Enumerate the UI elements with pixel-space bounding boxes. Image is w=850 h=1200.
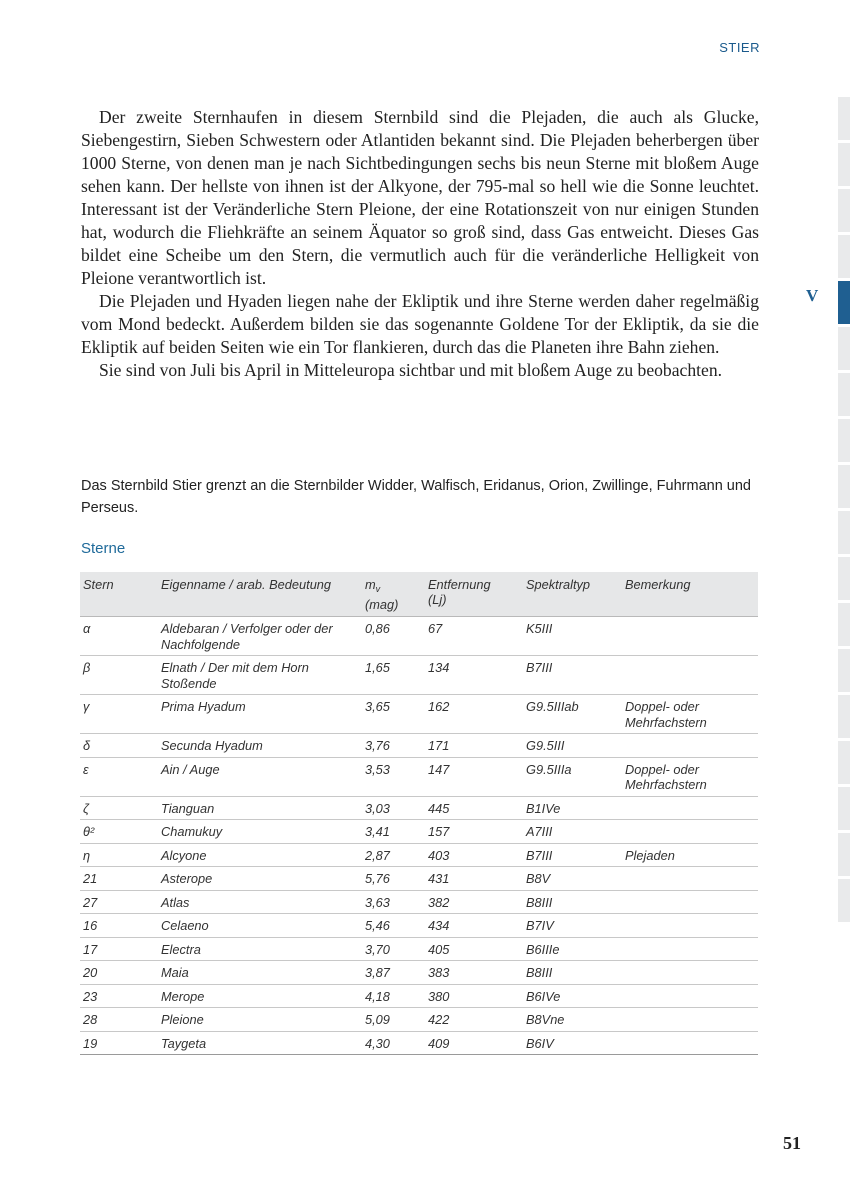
- chapter-tab-strip: [838, 97, 850, 925]
- table-row: [80, 695, 758, 734]
- cell-name: Electra: [158, 937, 362, 961]
- chapter-tab: [838, 465, 850, 508]
- cell-remark: [622, 820, 758, 844]
- cell-name: Atlas: [158, 890, 362, 914]
- col-header-magnitude: [362, 572, 425, 617]
- cell-stern: θ²: [80, 820, 158, 844]
- cell-remark: [622, 890, 758, 914]
- cell-spectral: B7IV: [523, 914, 622, 938]
- cell-remark: [622, 734, 758, 758]
- cell-name: Aldebaran / Verfolger oder der Nachfolgende: [158, 617, 362, 656]
- chapter-tab: [838, 649, 850, 692]
- cell-distance: 445: [425, 796, 523, 820]
- cell-distance: 134: [425, 656, 523, 695]
- stars-table: [80, 572, 758, 1055]
- table-row: [80, 984, 758, 1008]
- chapter-tab: [838, 189, 850, 232]
- cell-name: Asterope: [158, 867, 362, 891]
- col-header-distance: [425, 572, 523, 617]
- cell-magnitude: 5,76: [362, 867, 425, 891]
- distance-unit: (Lj): [428, 592, 447, 607]
- col-header-stern: Stern: [80, 572, 158, 617]
- cell-stern: 23: [80, 984, 158, 1008]
- mag-unit: (mag): [365, 597, 399, 612]
- cell-name: Secunda Hyadum: [158, 734, 362, 758]
- chapter-tab: [838, 419, 850, 462]
- cell-spectral: B6IIIe: [523, 937, 622, 961]
- chapter-tab: [838, 373, 850, 416]
- cell-remark: [622, 1008, 758, 1032]
- table-row: [80, 820, 758, 844]
- cell-name: Ain / Auge: [158, 757, 362, 796]
- distance-label: Entfernung: [428, 577, 491, 592]
- cell-distance: 380: [425, 984, 523, 1008]
- cell-distance: 409: [425, 1031, 523, 1055]
- chapter-tab: [838, 235, 850, 278]
- cell-spectral: B8V: [523, 867, 622, 891]
- section-heading: Sterne: [81, 540, 126, 557]
- cell-distance: 434: [425, 914, 523, 938]
- cell-name: Chamukuy: [158, 820, 362, 844]
- cell-remark: [622, 937, 758, 961]
- table-row: [80, 961, 758, 985]
- table-row: [80, 617, 758, 656]
- chapter-tab: [838, 695, 850, 738]
- cell-stern: 28: [80, 1008, 158, 1032]
- cell-remark: [622, 961, 758, 985]
- cell-remark: [622, 914, 758, 938]
- chapter-tab: [838, 557, 850, 600]
- table-row: [80, 914, 758, 938]
- cell-spectral: B8III: [523, 961, 622, 985]
- cell-magnitude: 2,87: [362, 843, 425, 867]
- cell-spectral: B6IVe: [523, 984, 622, 1008]
- body-text: [81, 106, 759, 382]
- cell-distance: 162: [425, 695, 523, 734]
- cell-magnitude: 1,65: [362, 656, 425, 695]
- chapter-tab: [838, 603, 850, 646]
- cell-remark: [622, 617, 758, 656]
- cell-distance: 157: [425, 820, 523, 844]
- cell-stern: ε: [80, 757, 158, 796]
- cell-magnitude: 3,65: [362, 695, 425, 734]
- cell-distance: 431: [425, 867, 523, 891]
- cell-name: Pleione: [158, 1008, 362, 1032]
- cell-magnitude: 3,53: [362, 757, 425, 796]
- cell-name: Taygeta: [158, 1031, 362, 1055]
- cell-stern: 21: [80, 867, 158, 891]
- paragraph: Sie sind von Juli bis April in Mitteleuropa sichtbar und mit bloßem Auge zu beobachten.: [99, 360, 723, 380]
- mag-symbol: m: [365, 577, 376, 592]
- cell-stern: 16: [80, 914, 158, 938]
- cell-stern: β: [80, 656, 158, 695]
- cell-magnitude: 3,41: [362, 820, 425, 844]
- table-row: [80, 937, 758, 961]
- cell-magnitude: 0,86: [362, 617, 425, 656]
- cell-name: Alcyone: [158, 843, 362, 867]
- table-row: [80, 757, 758, 796]
- chapter-tab: [838, 327, 850, 370]
- cell-spectral: B7III: [523, 656, 622, 695]
- cell-magnitude: 5,46: [362, 914, 425, 938]
- cell-stern: 19: [80, 1031, 158, 1055]
- paragraph: Der zweite Sternhaufen in diesem Sternbild sind die Plejaden, die auch als Glucke, Siebengestirn, Sieben Schwestern oder Atlantiden bekannt sind. Die Plejaden beherbergen über 1000 Sterne, von denen man je nach Sichtbedingungen sechs bis neun Sterne mit bloßem Auge sehen kann. Der hellste von ihnen ist der Alkyone, der 795-mal so hell wie die Sonne leuchtet. Interessant ist der Veränderliche Stern Pleione, der eine Rotationszeit von nur einigen Stunden hat, wodurch die Fliehkräfte an seinem Äquator so groß sind, dass Gas entweicht. Dieses Gas bildet eine Scheibe um den Stern, die vermutlich auch für die veränderliche Helligkeit von Pleione verantwortlich ist.: [81, 107, 759, 288]
- cell-remark: [622, 656, 758, 695]
- cell-distance: 67: [425, 617, 523, 656]
- table-row: [80, 867, 758, 891]
- table-header-row: [80, 572, 758, 617]
- running-header: STIER: [719, 40, 760, 55]
- chapter-tab: [838, 787, 850, 830]
- col-header-remark: Bemerkung: [622, 572, 758, 617]
- cell-spectral: A7III: [523, 820, 622, 844]
- cell-stern: ζ: [80, 796, 158, 820]
- cell-stern: 27: [80, 890, 158, 914]
- chapter-tab-letter: V: [806, 286, 819, 305]
- cell-distance: 383: [425, 961, 523, 985]
- cell-spectral: B1IVe: [523, 796, 622, 820]
- table-row: [80, 1031, 758, 1055]
- cell-remark: Plejaden: [622, 843, 758, 867]
- table-row: [80, 734, 758, 758]
- cell-magnitude: 4,18: [362, 984, 425, 1008]
- cell-distance: 382: [425, 890, 523, 914]
- cell-magnitude: 3,87: [362, 961, 425, 985]
- cell-remark: [622, 867, 758, 891]
- paragraph: Die Plejaden und Hyaden liegen nahe der Ekliptik und ihre Sterne werden daher regelmäßig vom Mond bedeckt. Außerdem bilden sie das sogenannte Goldene Tor der Ekliptik, da sie die Ekliptik auf beiden Seiten wie ein Tor flankieren, durch das die Planeten ihre Bahn ziehen.: [81, 291, 759, 357]
- cell-distance: 171: [425, 734, 523, 758]
- cell-magnitude: 5,09: [362, 1008, 425, 1032]
- chapter-tab: [838, 879, 850, 922]
- cell-remark: Doppel- oder Mehrfachstern: [622, 695, 758, 734]
- cell-spectral: B8III: [523, 890, 622, 914]
- chapter-tab: [838, 833, 850, 876]
- cell-name: Celaeno: [158, 914, 362, 938]
- table-row: [80, 1008, 758, 1032]
- cell-distance: 403: [425, 843, 523, 867]
- cell-stern: 17: [80, 937, 158, 961]
- table-row: [80, 656, 758, 695]
- cell-name: Elnath / Der mit dem Horn Stoßende: [158, 656, 362, 695]
- cell-remark: [622, 1031, 758, 1055]
- mag-subscript: v: [375, 584, 381, 594]
- chapter-tab: [838, 741, 850, 784]
- cell-distance: 422: [425, 1008, 523, 1032]
- cell-magnitude: 3,03: [362, 796, 425, 820]
- chapter-tab: [838, 97, 850, 140]
- cell-stern: γ: [80, 695, 158, 734]
- cell-stern: 20: [80, 961, 158, 985]
- table-row: [80, 796, 758, 820]
- chapter-tab-active: [838, 281, 850, 324]
- cell-remark: [622, 796, 758, 820]
- neighbor-constellations-text: Das Sternbild Stier grenzt an die Sternbilder Widder, Walfisch, Eridanus, Orion, Zwillinge, Fuhrmann und Perseus.: [81, 478, 751, 516]
- cell-spectral: G9.5III: [523, 734, 622, 758]
- cell-remark: [622, 984, 758, 1008]
- col-header-spectral: Spektraltyp: [523, 572, 622, 617]
- cell-spectral: G9.5IIIab: [523, 695, 622, 734]
- page-number: 51: [783, 1133, 801, 1153]
- cell-magnitude: 3,76: [362, 734, 425, 758]
- cell-magnitude: 3,70: [362, 937, 425, 961]
- cell-spectral: G9.5IIIa: [523, 757, 622, 796]
- cell-name: Merope: [158, 984, 362, 1008]
- cell-distance: 147: [425, 757, 523, 796]
- chapter-tab: [838, 143, 850, 186]
- cell-stern: α: [80, 617, 158, 656]
- chapter-tab: [838, 511, 850, 554]
- cell-remark: Doppel- oder Mehrfachstern: [622, 757, 758, 796]
- cell-spectral: B8Vne: [523, 1008, 622, 1032]
- table-row: [80, 890, 758, 914]
- cell-spectral: B6IV: [523, 1031, 622, 1055]
- cell-magnitude: 4,30: [362, 1031, 425, 1055]
- cell-stern: δ: [80, 734, 158, 758]
- table-row: [80, 843, 758, 867]
- cell-spectral: B7III: [523, 843, 622, 867]
- cell-stern: η: [80, 843, 158, 867]
- cell-name: Prima Hyadum: [158, 695, 362, 734]
- cell-magnitude: 3,63: [362, 890, 425, 914]
- cell-distance: 405: [425, 937, 523, 961]
- col-header-name: Eigenname / arab. Bedeutung: [158, 572, 362, 617]
- cell-name: Maia: [158, 961, 362, 985]
- cell-name: Tianguan: [158, 796, 362, 820]
- cell-spectral: K5III: [523, 617, 622, 656]
